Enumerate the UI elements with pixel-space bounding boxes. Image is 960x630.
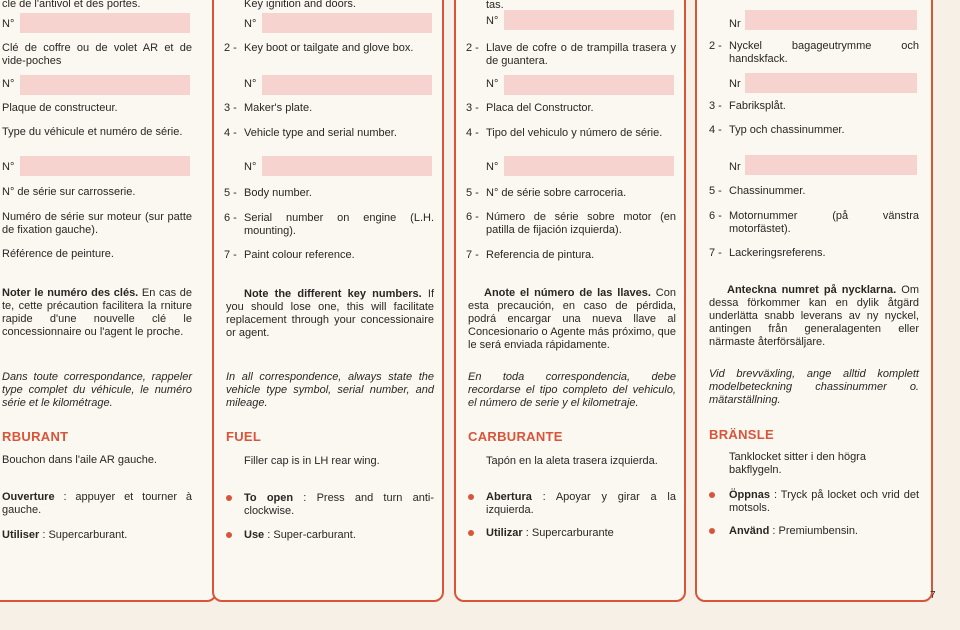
item-7-number: 7 - <box>224 249 237 261</box>
number-field[interactable] <box>262 13 432 33</box>
open-text: : appuyer et tourner à gauche. <box>2 491 192 516</box>
bullet-icon <box>226 495 232 501</box>
item-4 <box>2 126 192 139</box>
key-note <box>2 287 192 339</box>
item-6-text: Numéro de série sur moteur (sur patte de fixation gauche). <box>2 211 192 236</box>
item-7 <box>2 248 192 261</box>
number-field[interactable] <box>20 75 190 95</box>
item-7 <box>224 249 434 262</box>
item-5 <box>709 185 919 198</box>
key-note-bold: Noter le numéro des clés. <box>2 287 139 299</box>
top-fragment: cle de l'antivol et des portes. <box>2 0 141 10</box>
use-text: : Super-carburant. <box>264 529 356 541</box>
item-4-text: Vehicle type and serial number. <box>244 127 397 139</box>
number-field[interactable] <box>504 75 674 95</box>
open-text: : Tryck på locket och vrid det motsols. <box>729 489 919 514</box>
item-3 <box>2 102 192 115</box>
item-7 <box>466 249 676 262</box>
open-label: Öppnas <box>729 489 770 501</box>
number-label: N° <box>244 78 257 90</box>
item-5 <box>2 186 192 199</box>
open-instruction <box>226 492 434 518</box>
item-5-text: N° de série sobre carroceria. <box>486 187 627 199</box>
item-4 <box>709 124 919 137</box>
use-label: Use <box>244 529 265 541</box>
bullet-icon <box>709 528 715 534</box>
item-5 <box>224 187 434 200</box>
item-6 <box>2 211 192 237</box>
use-label: Använd <box>729 525 770 537</box>
item-5-text: Chassinummer. <box>729 185 806 197</box>
item-7-number: 7 - <box>466 249 479 261</box>
item-3-number: 3 - <box>466 102 479 114</box>
open-instruction <box>2 491 192 517</box>
open-label: Ouverture <box>2 491 55 503</box>
bullet-icon <box>709 492 715 498</box>
use-instruction <box>226 529 434 542</box>
item-2-text: Clé de coffre ou de volet AR et de vide-poches <box>2 42 192 67</box>
item-7-text: Lackeringsreferens. <box>729 247 826 259</box>
item-2 <box>709 40 919 66</box>
fuel-section-title: CARBURANTE <box>468 429 563 444</box>
item-3 <box>466 102 676 115</box>
top-fragment: Key ignition and doors. <box>244 0 356 10</box>
item-2 <box>2 42 192 68</box>
item-5-text: Body number. <box>244 187 312 199</box>
number-field[interactable] <box>504 10 674 30</box>
fuel-section-title: BRÄNSLE <box>709 427 774 442</box>
number-label: N° <box>2 18 15 30</box>
correspondence-note: Dans toute correspondance, rappeler type complet du véhicule, le numéro série et le kilométrage. <box>2 371 192 409</box>
item-3-number: 3 - <box>224 102 237 114</box>
number-field[interactable] <box>745 10 917 30</box>
item-6-text: Motornummer (på vänstra motorfästet). <box>729 210 919 235</box>
number-label: N° <box>486 15 499 27</box>
open-text: : Press and turn anti-clockwise. <box>244 492 434 517</box>
use-label: Utiliser <box>2 529 40 541</box>
item-2-text: Key boot or tailgate and glove box. <box>244 42 414 54</box>
number-field[interactable] <box>745 73 917 93</box>
number-field[interactable] <box>262 156 432 176</box>
item-2 <box>466 42 676 68</box>
use-text: : Supercarburant. <box>39 529 128 541</box>
number-field[interactable] <box>20 156 190 176</box>
panel-french <box>0 0 217 602</box>
page-number: 7 <box>930 590 936 601</box>
item-4-text: Tipo del vehiculo y número de série. <box>486 127 663 139</box>
item-5-number: 5 - <box>466 187 479 199</box>
number-label: Nr <box>729 161 741 173</box>
use-instruction <box>468 527 676 540</box>
key-note-bold: Anote el número de las llaves. <box>484 287 651 299</box>
key-note-bold: Note the different key numbers. <box>244 288 422 300</box>
item-4-text: Typ och chassinummer. <box>729 124 845 136</box>
item-3-number: 3 - <box>709 100 722 112</box>
bullet-icon <box>468 494 474 500</box>
key-note-text: Con esta precaución, en caso de pérdida, podrá encargar una nueva llave al Concesionario o Agente más próximo, que le será enviada rápidamente. <box>468 287 676 351</box>
item-4 <box>466 127 676 140</box>
use-text: : Premiumbensin. <box>769 525 858 537</box>
item-4 <box>224 127 434 140</box>
item-6-number: 6 - <box>709 210 722 222</box>
key-note-text: En cas de te, cette précaution facilitera la rniture rapide d'une nouvelle clé le concessionnaire ou l'agent le proche. <box>2 287 192 338</box>
key-note <box>468 287 676 352</box>
number-field[interactable] <box>504 156 674 176</box>
open-instruction <box>709 489 919 515</box>
item-3-text: Maker's plate. <box>244 102 313 114</box>
key-note-text: Om dessa förkommer kan en dylik åtgärd underlätta snabb leverans av ny nyckel, antingen från generalagenten eller närmaste återförsäljare. <box>709 284 919 348</box>
correspondence-note: In all correspondence, always state the vehicle type symbol, serial number, and mileage. <box>226 371 434 409</box>
item-3 <box>224 102 434 115</box>
item-2-text: Nyckel bagageutrymme och handskfack. <box>729 40 919 65</box>
key-note-text: If you should lose one, this will facilitate replacement through your concessionaire or agent. <box>226 288 434 339</box>
open-text: : Apoyar y girar a la izquierda. <box>486 491 676 516</box>
number-field[interactable] <box>745 155 917 175</box>
item-6-number: 6 - <box>466 211 479 223</box>
item-3-text: Fabriksplåt. <box>729 100 786 112</box>
item-7-text: Référence de peinture. <box>2 248 114 260</box>
number-label: Nr <box>729 18 741 30</box>
open-label: Abertura <box>486 491 532 503</box>
item-7-text: Paint colour reference. <box>244 249 355 261</box>
item-5-number: 5 - <box>224 187 237 199</box>
item-6-text: Número de série sobre motor (en patilla de fijación izquierda). <box>486 211 676 236</box>
item-7 <box>709 247 919 260</box>
item-6 <box>709 210 919 236</box>
item-4-text: Type du véhicule et numéro de série. <box>2 126 183 138</box>
fuel-cap-text: Bouchon dans l'aile AR gauche. <box>2 454 157 466</box>
number-label: Nr <box>729 78 741 90</box>
item-5-text: N° de série sur carrosserie. <box>2 186 136 198</box>
item-6-number: 6 - <box>224 212 237 224</box>
item-2-number: 2 - <box>466 42 479 54</box>
item-2 <box>224 42 434 55</box>
bullet-icon <box>468 530 474 536</box>
item-3-text: Plaque de constructeur. <box>2 102 118 114</box>
key-note <box>709 284 919 349</box>
item-7-number: 7 - <box>709 247 722 259</box>
item-2-number: 2 - <box>224 42 237 54</box>
key-note-bold: Anteckna numret på nycklarna. <box>727 284 897 296</box>
number-label: N° <box>486 78 499 90</box>
key-note <box>226 288 434 340</box>
item-4-number: 4 - <box>709 124 722 136</box>
item-7-text: Referencia de pintura. <box>486 249 595 261</box>
item-3-text: Placa del Constructor. <box>486 102 594 114</box>
panel-swedish <box>695 0 933 602</box>
correspondence-note: En toda correspondencia, debe recordarse el tipo completo del vehiculo, el número de serie y el kilometraje. <box>468 371 676 409</box>
item-4-number: 4 - <box>224 127 237 139</box>
item-6-text: Serial number on engine (L.H. mounting). <box>244 212 434 237</box>
number-label: N° <box>2 78 15 90</box>
panel-english <box>212 0 444 602</box>
fuel-cap-text: Tanklocket sitter i den högra bakflygeln. <box>729 451 866 476</box>
item-2-number: 2 - <box>709 40 722 52</box>
item-6 <box>466 211 676 237</box>
number-field[interactable] <box>20 13 190 33</box>
use-label: Utilizar <box>486 527 523 539</box>
item-2-text: Llave de cofre o de trampilla trasera y de guantera. <box>486 42 676 67</box>
open-instruction <box>468 491 676 517</box>
item-4-number: 4 - <box>466 127 479 139</box>
use-instruction <box>709 525 919 538</box>
number-label: N° <box>2 161 15 173</box>
fuel-section-title: RBURANT <box>2 429 69 444</box>
correspondence-note: Vid brevväxling, ange alltid komplett modelbeteckning chassinummer o. mätarställning. <box>709 368 919 406</box>
item-5 <box>466 187 676 200</box>
fuel-cap-text: Filler cap is in LH rear wing. <box>244 455 380 467</box>
fuel-section-title: FUEL <box>226 429 262 444</box>
panel-spanish <box>454 0 686 602</box>
open-label: To open <box>244 492 294 504</box>
item-3 <box>709 100 919 113</box>
item-5-number: 5 - <box>709 185 722 197</box>
use-instruction <box>2 529 192 542</box>
item-6 <box>224 212 434 238</box>
number-label: N° <box>244 161 257 173</box>
top-fragment: tas. <box>486 0 504 11</box>
number-label: N° <box>486 161 499 173</box>
number-field[interactable] <box>262 75 432 95</box>
bullet-icon <box>226 532 232 538</box>
use-text: : Supercarburante <box>522 527 614 539</box>
fuel-cap-text: Tapón en la aleta trasera izquierda. <box>486 455 658 467</box>
number-label: N° <box>244 18 257 30</box>
